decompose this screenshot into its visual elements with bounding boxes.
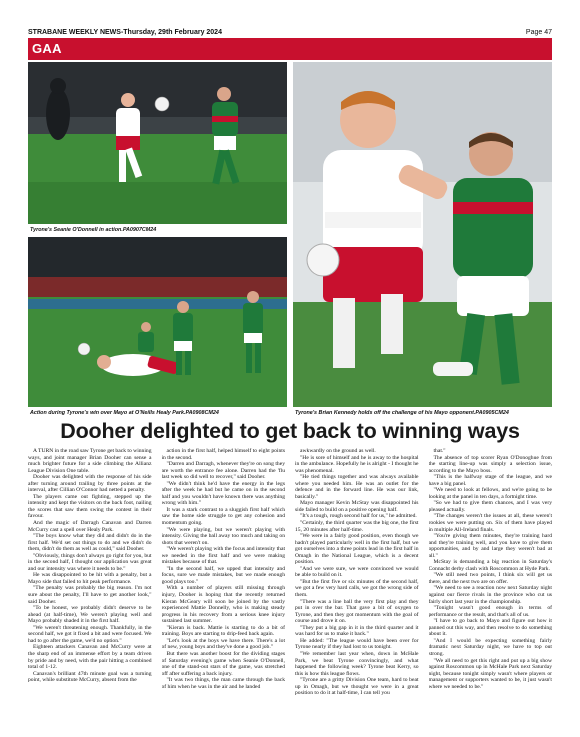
article-headline: Dooher delighted to get back to winning ways bbox=[60, 419, 520, 443]
article-paragraph: "You're giving them minutes, they're training hard and they're training well, and you have to give them opportunities, and by and large they weren't bad at all." bbox=[428, 533, 552, 559]
page-number: Page 47 bbox=[525, 28, 552, 36]
page-header bbox=[28, 26, 552, 38]
photo-seanie-odonnell bbox=[28, 62, 287, 224]
article-paragraph: He added: "The league would have been over for Tyrone nearly if they had lost to us tonight. bbox=[295, 637, 419, 651]
article-paragraph: Eighteen attackers Canavan and McCurry were at the sharp end of an immense effort by a team driven by pride and by need, with the pair hitting a combined total of 1-12. bbox=[28, 644, 152, 671]
article-paragraph: "The boys know what they did and didn't do in the first half. We'd set out things to do and we didn't do them, didn't do them as well as could," said Dooher. bbox=[28, 533, 152, 553]
article-paragraph: And the magic of Darragh Canavan and Darren McCurry cast a spell over Healy Park. bbox=[28, 520, 152, 533]
article-paragraph: McStay is demanding a big reaction in Saturday's Connacht derby clash with Roscommon at Hyde Park. bbox=[428, 559, 552, 572]
article-paragraph: "It was two things, the man came through the back of him when he was in the air and he landed bbox=[161, 677, 285, 690]
article-paragraph: "This is the halfway stage of the league, and we have a big panel. bbox=[428, 474, 552, 487]
article-paragraph: He was disappointed to be hit with a penalty, but a Mayo side that failed to hit peak performance. bbox=[28, 572, 152, 585]
caption-photo-1: Tyrone's Seanie O'Donnell in action.PA0907CM24 bbox=[30, 227, 157, 233]
article-paragraph: "They put a big gap in it in the third quarter and it was hard for us to make it back." bbox=[295, 624, 419, 638]
article-paragraph: The players came out fighting, stepped up the intensity and kept the visitors on the back foot, nailing the scores that saw them swing the contest in their favour. bbox=[28, 493, 152, 520]
article-paragraph: "And I would be expecting something fairly dramatic next Saturday night, we have to top out strong. bbox=[428, 637, 552, 657]
section-title: GAA bbox=[32, 41, 62, 56]
article-paragraph: "Tonight wasn't good enough in terms of performance or the result, and that's all of us. bbox=[428, 605, 552, 618]
caption-photo-3: Tyrone's Brian Kennedy holds off the challenge of his Mayo opponent.PA0905CM24 bbox=[295, 410, 509, 416]
article-paragraph: that." bbox=[433, 448, 446, 454]
article-paragraph: "We remember last year when, down in McHale Park, we beat Tyrone convincingly, and what happened the following week? Tyrone beat Kerry, so this is how this league flows. bbox=[295, 650, 419, 677]
article-paragraph: "Darren and Darragh, whenever they're on song they are worth the entrance fee alone. Darren had the 'flu last week so did well to recover," said Dooher. bbox=[161, 461, 285, 481]
article-paragraph: awkwardly on the ground as well. bbox=[300, 448, 376, 454]
article-paragraph: "We need to see a reaction now next Saturday night against our fierce rivals in the province who cut us fairly short last year in the championship. bbox=[428, 585, 552, 605]
article-paragraph: "Tyrone are a gritty Division One team, hard to beat up in Omagh, but we thought we were in a great position to do it at half-time, I can tell you bbox=[295, 677, 419, 697]
article-paragraph: But there was another boost for the dividing stages of Saturday evening's game when Seanie O'Donnell, one of the stand-out stars of the game, was stretched off after suffering a back injury. bbox=[161, 650, 285, 677]
article-paragraph: "We were in a fairly good position, even though we hadn't played particularly well in the first half, but we got ourselves into a three points lead in the first half in Omagh in the National League, which is a decent position. bbox=[295, 533, 419, 566]
article-paragraph: "We need to look at fellows, and we're going to be looking at the panel in ten days, a fortnight time. bbox=[428, 487, 552, 500]
article-paragraph: It was a stark contrast to a sluggish first half which saw the home side struggle to get any cohesion and momentum going. bbox=[161, 506, 285, 527]
article-paragraph: "We were playing, but we weren't playing with intensity. Giving the ball away too much and taking on shots that weren't on. bbox=[161, 526, 285, 546]
article-paragraph: "We still need two points, I think six will get us there, and the next two are on offer. bbox=[428, 572, 552, 585]
article-paragraph: "To be honest, we probably didn't deserve to be ahead (at half-time), We weren't playing well and Mayo probably shaded it in the first half. bbox=[28, 605, 152, 625]
article-paragraph: "And we were sure, we were convinced we would be able to build on it. bbox=[295, 565, 419, 579]
article-paragraph: "It's a tough, rough second half for us," he admitted. bbox=[300, 513, 417, 520]
photo-match-action bbox=[28, 237, 287, 407]
section-bar bbox=[28, 38, 552, 60]
article-paragraph: The absence of top scorer Ryan O'Donoghue from the starting line-up was simply a selection issue, according to the Mayo boss. bbox=[428, 454, 552, 474]
article-paragraph: "We didn't think he'd have the energy in the legs after the week he had but he came on in the second half and you wouldn't have known there was anything wrong with him." bbox=[161, 480, 285, 507]
article-paragraph: "We weren't threatening enough. Thankfully, in the second half, we got it fixed a bit and were focused. We had to go after the game, we'd no option." bbox=[28, 624, 152, 644]
article-column-4 bbox=[429, 448, 553, 723]
article-paragraph: "But the first five or six minutes of the second half, we got a few very hard calls, we got the wrong side of them. bbox=[295, 578, 419, 599]
article-paragraph: action in the first half, helped himself to eight points in the second. bbox=[161, 448, 285, 461]
article-paragraph: "There was a line ball the very first play and they put in over the bar. That gave a bit of oxygen to Tyrone, and then they got momentum with the goal of course and drove it on. bbox=[295, 598, 419, 625]
article-paragraph: "We all need to get this right and put up a big show against Roscommon up in McHale Park next Saturday night, because tonight simply wasn't where players or management or supporters wanted to be, it just wasn't where we needed to be." bbox=[428, 657, 552, 690]
article-column-2 bbox=[162, 448, 286, 723]
article-paragraph: "In the second half, we upped that intensity and focus, sure we made mistakes, but we made enough good plays too." bbox=[161, 565, 285, 585]
article-paragraph: "Certainly, the third quarter was the big one, the first 15, 20 minutes after half-time. bbox=[295, 520, 419, 533]
article-column-3 bbox=[295, 448, 419, 723]
article-paragraph: "The changes weren't the issues at all, these weren't rookies we were putting on. Six of them have played in multiple All-Ireland finals. bbox=[428, 513, 552, 533]
publication-line: STRABANE WEEKLY NEWS-Thursday, 29th February 2024 bbox=[28, 28, 222, 36]
caption-photo-2: Action during Tyrone's win over Mayo at O'Neills Healy Park.PA0908CM24 bbox=[30, 410, 219, 416]
article-paragraph: "We weren't playing with the focus and intensity that we needed in the first half and we were making mistakes because of that. bbox=[161, 546, 285, 566]
article-paragraph: "So we had to give them chances, and I was very pleased actually. bbox=[428, 500, 552, 513]
article-paragraph: "Let's look at the boys we have there. There's a lot of new, young boys and they've done a good job." bbox=[161, 637, 285, 651]
article-paragraph: A TURN in the road saw Tyrone get back to winning ways, and joint manager Brian Dooher can sense a much brighter future for a side climbing the Allianz League Division One table. bbox=[28, 448, 152, 474]
article-paragraph: Canavan's brilliant 47th minute goal was a turning point, while substitute McCurry, absent from the bbox=[28, 670, 152, 684]
photo-brian-kennedy bbox=[293, 62, 552, 407]
article-paragraph: "I have to go back to Mayo and figure out how it panned out this way, and then resolve to do something about it. bbox=[428, 618, 552, 638]
article-body bbox=[28, 448, 552, 723]
article-paragraph: "Obviously, things don't always go right for you, but in the second half, I thought our application was great and our intensity was where it needs to be." bbox=[28, 552, 152, 572]
article-paragraph: "Kieran is back. Mattie is starting to do a bit of training. Boys are starting to drip-feed back again. bbox=[161, 624, 285, 638]
article-paragraph: "He tied things together and was always available where you needed him. He was an outlet for the defence and in the forward line. He was our link, basically." bbox=[295, 474, 419, 500]
article-column-1 bbox=[28, 448, 152, 723]
article-paragraph: Mayo manager Kevin McStay was disappointed his side failed to build on a positive opening half. bbox=[295, 500, 419, 513]
article-paragraph: "The penalty was probably the big reason. I'm not sure about the penalty, I'll have to get another look," said Dooher. bbox=[28, 585, 152, 605]
article-paragraph: "He is sore of himself and he is away to the hospital in the ambulance. Hopefully he is alright - I thought he was phenomenal. bbox=[295, 454, 419, 474]
article-paragraph: With a number of players still missing through injury, Dooher is hoping that the recently returned Kieran McGeary will soon be joined by the vastly experienced Mattie Donnelly, who is making steady progress in his recovery from a serious knee injury sustained last summer. bbox=[161, 585, 285, 625]
article-paragraph: Dooher was delighted with the response of his side after turning around trailing by three points at the interval, after Cillian O'Connor had netted a penalty. bbox=[28, 474, 152, 494]
